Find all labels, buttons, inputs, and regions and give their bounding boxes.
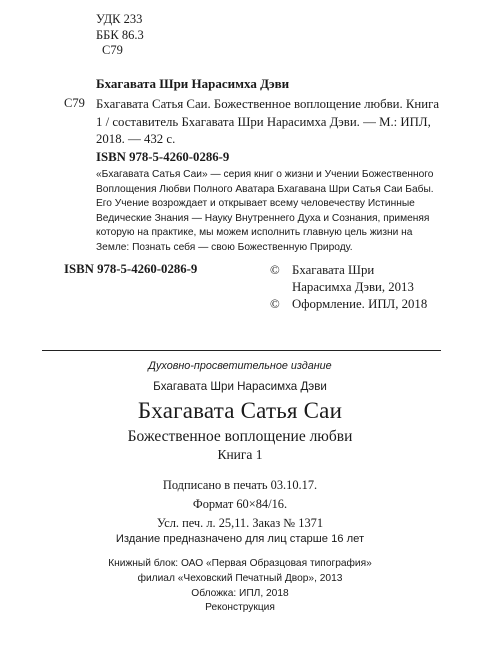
paper-format: Формат 60×84/16. <box>192 496 288 511</box>
catalog-codes <box>96 12 144 59</box>
printer-line2: филиал «Чеховский Печатный Двор», 2013 <box>137 572 343 584</box>
bibliographic-record: Бхагавата Сатья Саи. Божественное воплощение любви. Книга 1 / составитель Бхагавата Шри Нарасимха Дэви. — М.: ИПЛ, 2018. — 432 с. <box>96 97 440 146</box>
copyright-block <box>270 262 450 313</box>
imprint-subtitle: Божественное воплощение любви <box>127 428 353 445</box>
udk-code: УДК 233 <box>96 12 143 26</box>
divider-line <box>42 350 441 351</box>
signed-to-print: Подписано в печать 03.10.17. <box>162 478 318 492</box>
author-mark-code: С79 <box>102 43 123 57</box>
annotation-text: «Бхагавата Сатья Саи» — серия книг о жизни и Учении Божественного Воплощения Любви Полного Аватара Бхагавана Шри Сатья Саи Бабы. Его Учение возрождает и открывает всему человечеству Истинные Ведические Знания — Науку Внутреннего Духа и Сознания, применяя которую на практике, мы можем исполнить главную цель жизни на Земле: Познать себя — свою Божественную Природу. <box>96 169 434 253</box>
bbk-code: ББК 86.3 <box>96 27 144 42</box>
reconstruction-note: Реконструкция <box>205 602 275 614</box>
imprint-title: Бхагавата Сатья Саи <box>137 398 343 423</box>
printer-info <box>0 557 480 616</box>
copyright-holder-line2: Нарасимха Дэви, 2013 <box>292 280 414 294</box>
imprint-author: Бхагавата Шри Нарасимха Дэви <box>153 380 327 393</box>
author-heading: Бхагавата Шри Нарасимха Дэви <box>96 76 290 91</box>
copyright-holder-line1: Бхагавата Шри <box>292 263 375 277</box>
printer-line1: Книжный блок: ОАО «Первая Образцовая типография» <box>108 558 372 569</box>
cover-credit: Обложка: ИПЛ, 2018 <box>191 587 289 599</box>
imprint-book-number: Книга 1 <box>217 447 263 462</box>
isbn-line: ISBN 978-5-4260-0286-9 <box>96 150 230 164</box>
isbn-copyright: ISBN 978-5-4260-0286-9 <box>64 262 198 276</box>
author-mark-side: С79 <box>64 96 85 110</box>
edition-type: Духовно-просветительное издание <box>148 360 332 372</box>
print-details <box>0 476 480 532</box>
copyright-design <box>270 296 450 313</box>
print-sheets-order: Усл. печ. л. 25,11. Заказ № 1371 <box>156 515 324 530</box>
copyright-design-text: Оформление. ИПЛ, 2018 <box>292 297 428 311</box>
copyright-symbol: © <box>270 297 280 311</box>
age-rating: Издание предназначено для лиц старше 16 лет <box>115 533 365 545</box>
copyright-holder <box>270 262 450 279</box>
copyright-symbol: © <box>270 263 280 277</box>
